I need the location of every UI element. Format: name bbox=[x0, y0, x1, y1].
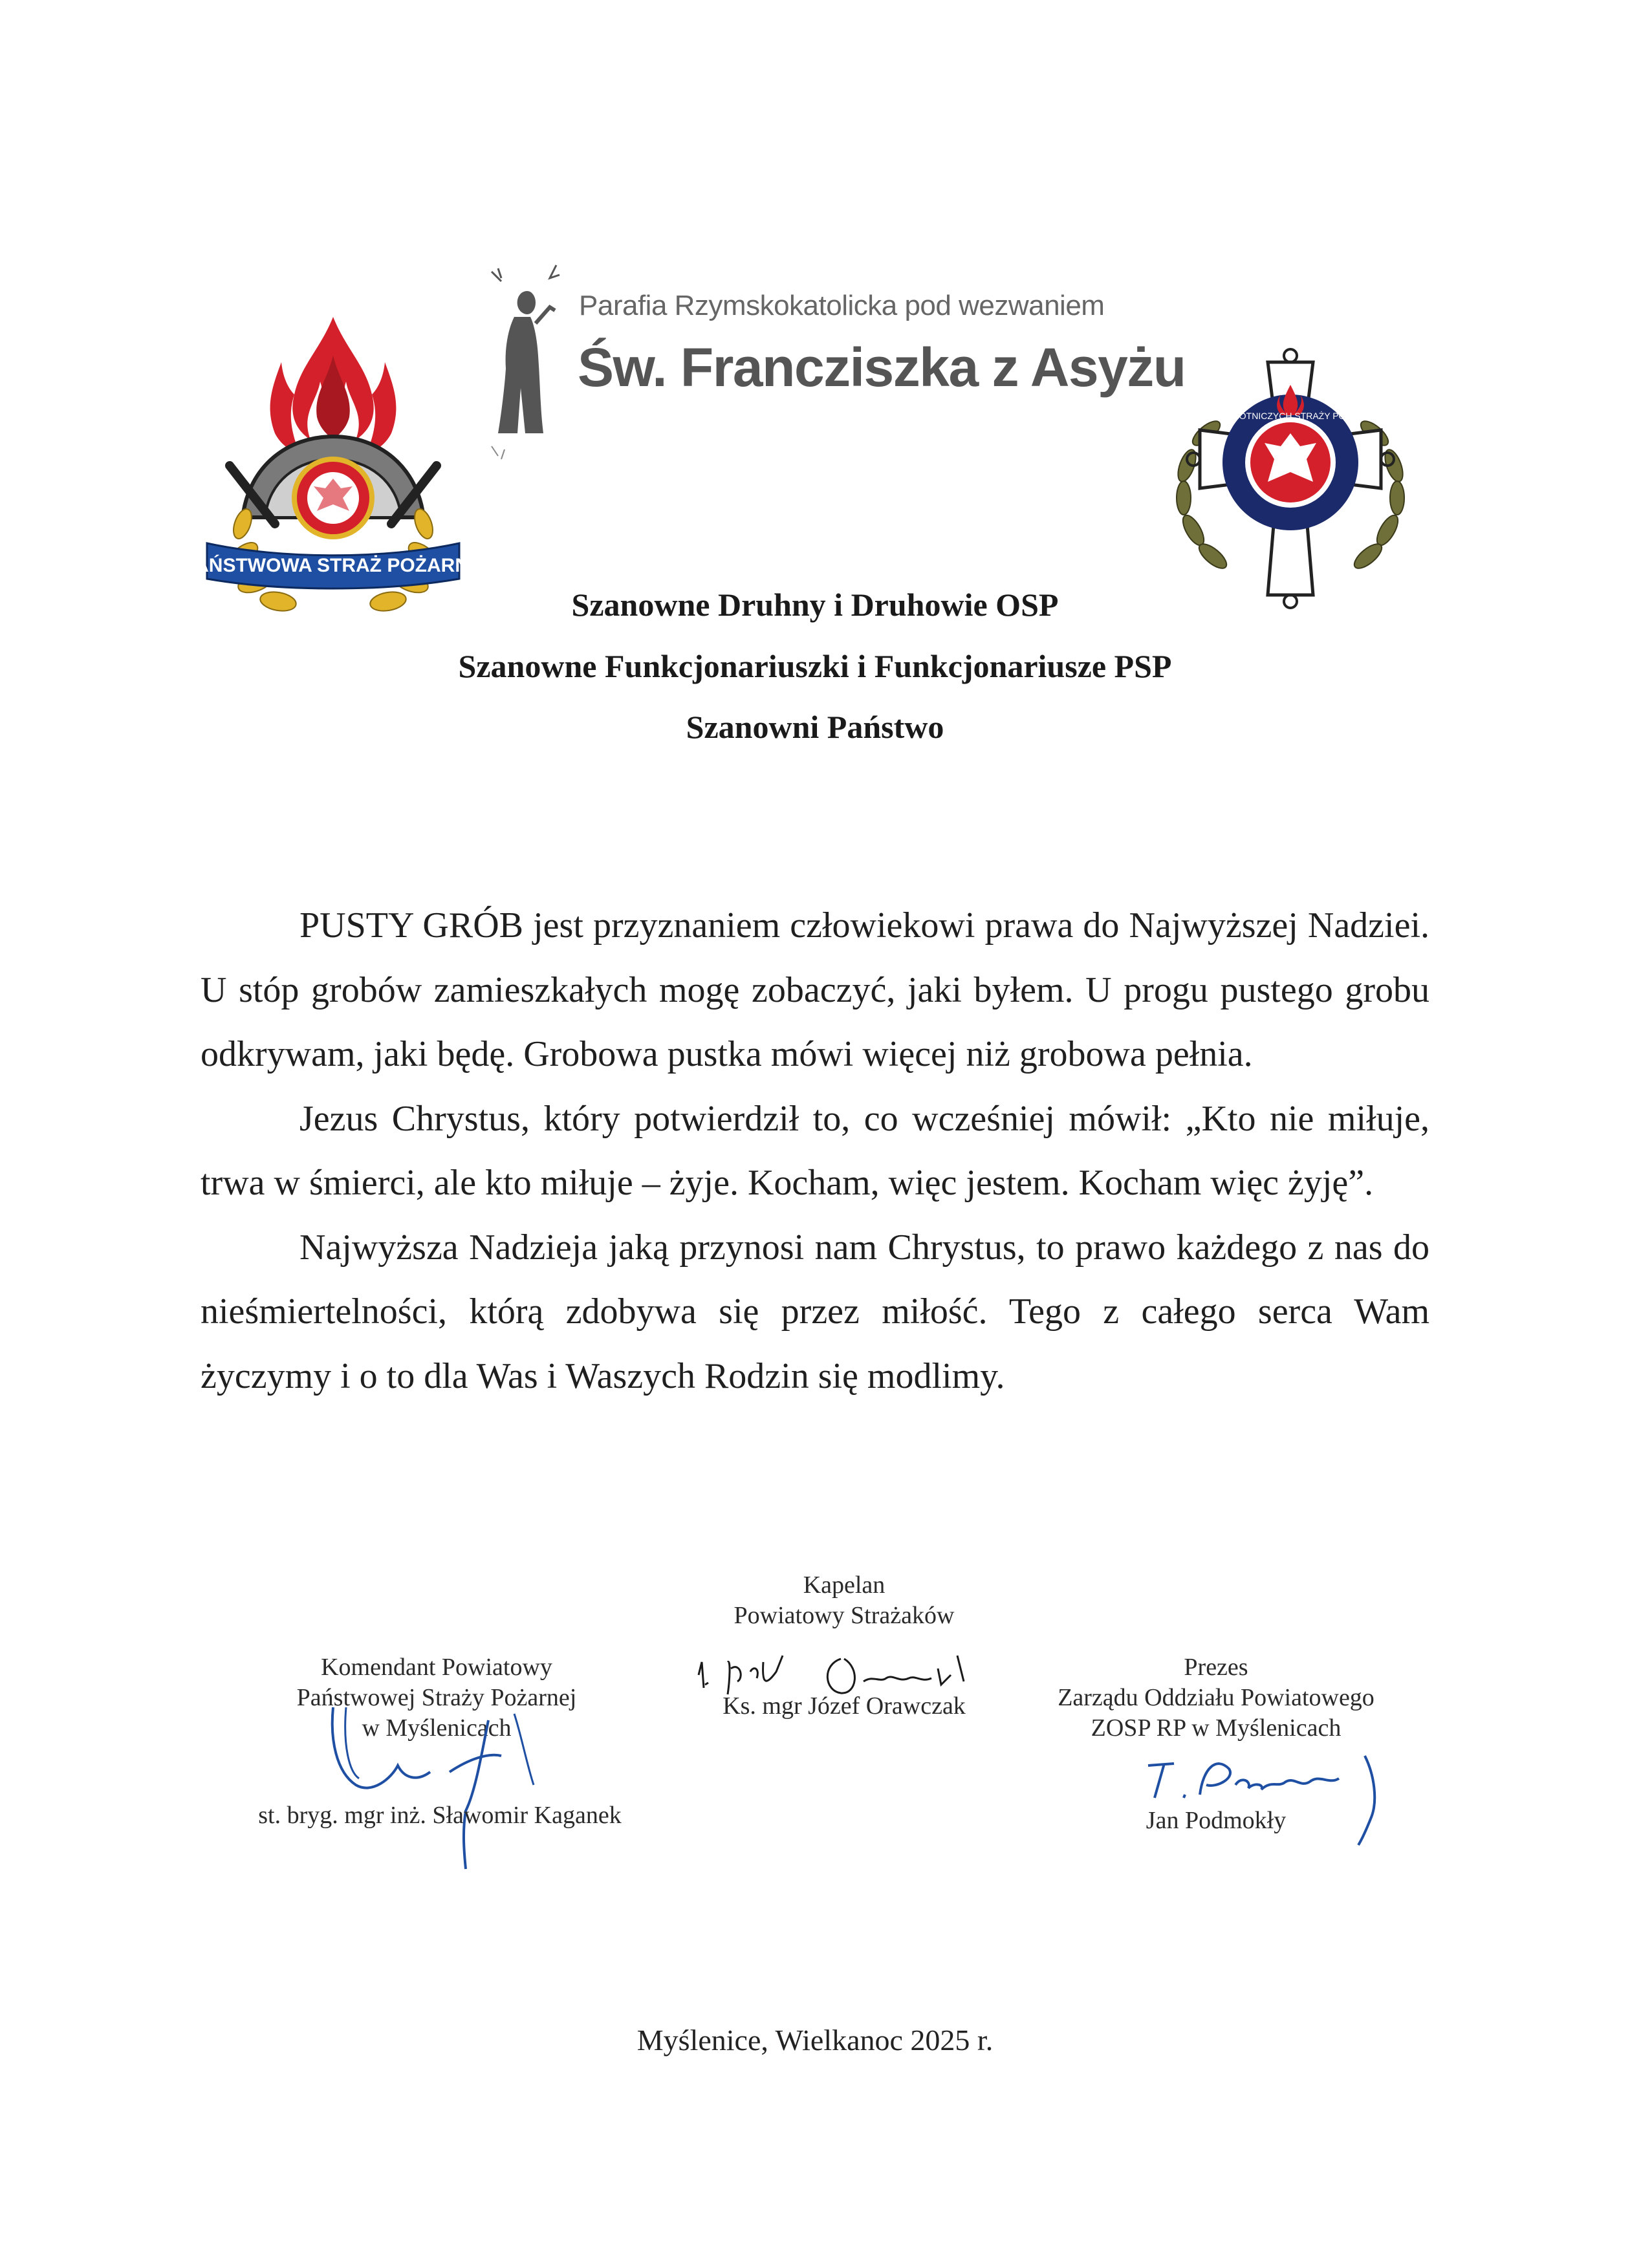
president-name: Jan Podmokły bbox=[1146, 1807, 1287, 1834]
commander-title-2: Państwowej Straży Pożarnej bbox=[296, 1684, 577, 1711]
president-title-2: Zarządu Oddziału Powiatowego bbox=[1058, 1684, 1375, 1711]
commander-handwritten-signature bbox=[320, 1681, 579, 1875]
body-paragraph-2: Jezus Chrystus, który potwierdził to, co wcześniej mówił: „Kto nie miłuje, trwa w śmierci, ale kto miłuje – żyje. Kocham, więc jestem. Kocham więc żyję”. bbox=[201, 1098, 1429, 1203]
president-title-3: ZOSP RP w Myślenicach bbox=[1091, 1714, 1342, 1742]
letter-body bbox=[201, 894, 1429, 1409]
commander-title-3: w Myślenicach bbox=[362, 1714, 512, 1742]
greeting-line-1: Szanowne Druhny i Druhowie OSP bbox=[571, 587, 1059, 623]
parish-line-2: Św. Francziszka z Asyżu bbox=[578, 337, 1186, 398]
place-and-date: Myślenice, Wielkanoc 2025 r. bbox=[636, 2024, 994, 2057]
greeting-line-2: Szanowne Funkcjonariuszki i Funkcjonariusze PSP bbox=[458, 648, 1172, 684]
signature-block-president bbox=[1016, 1652, 1417, 1744]
commander-name: st. bryg. mgr inż. Sławomir Kaganek bbox=[258, 1802, 622, 1829]
signature-block-chaplain bbox=[673, 1570, 1016, 1631]
body-paragraph-1: PUSTY GRÓB jest przyznaniem człowiekowi prawa do Najwyższej Nadziei. U stóp grobów zamieszkałych mogę zobaczyć, jaki byłem. U progu pustego grobu odkrywam, jaki będę. Grobowa pustka mówi więcej niż grobowa pełnia. bbox=[201, 905, 1429, 1074]
psp-banner-text: PAŃSTWOWA STRAŻ POŻARNA bbox=[183, 555, 483, 576]
greeting-line-3: Szanowni Państwo bbox=[686, 709, 944, 745]
body-paragraph-3: Najwyższa Nadzieja jaką przynosi nam Chrystus, to prawo każdego z nas do nieśmiertelności, którą zdobywa się przez miłość. Tego z całego serca Wam życzymy i o to dla Was i Waszych Rodzin się modlimy. bbox=[201, 1227, 1429, 1396]
chaplain-name: Ks. mgr Józef Orawczak bbox=[723, 1692, 966, 1720]
saint-francis-icon bbox=[479, 259, 569, 459]
zosp-ring-text: ZWIĄZEK OCHOTNICZYCH STRAŻY POŻARNYCH RP bbox=[1176, 411, 1405, 421]
chaplain-title-1: Kapelan bbox=[803, 1571, 886, 1599]
commander-title-1: Komendant Powiatowy bbox=[321, 1654, 552, 1681]
president-title-1: Prezes bbox=[1184, 1654, 1248, 1681]
chaplain-title-2: Powiatowy Strażaków bbox=[734, 1602, 955, 1629]
parish-line-1: Parafia Rzymskokatolicka pod wezwaniem bbox=[579, 290, 1105, 321]
